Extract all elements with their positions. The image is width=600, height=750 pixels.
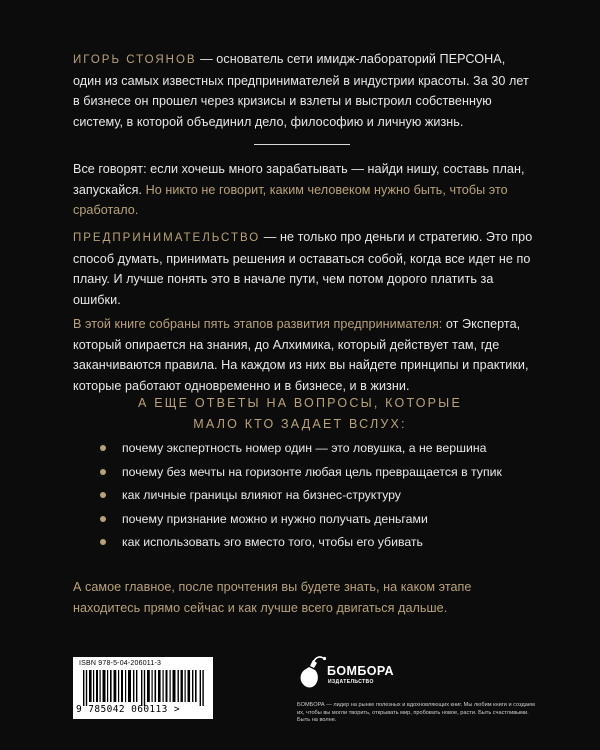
questions-headline: А ЕЩЕ ОТВЕТЫ НА ВОПРОСЫ, КОТОРЫЕ МАЛО КТО ЗАДАЕТ ВСЛУХ: (138, 396, 462, 431)
paragraph-niche-highlight: Но никто не говорит, каким человеком нужно быть, чтобы это сработало. (73, 182, 508, 217)
stages-text: от Эксперта, который опирается на знания, до Алхимика, который действует там, где заканчиваются правила. На каждом из них вы найдете принципы и практики, которые работают одновременно и в бизнесе, и в жизни. (73, 317, 529, 393)
list-item: почему экспертность номер один — это ловушка, а не вершина (100, 440, 540, 464)
bullet-dot-icon (100, 516, 106, 522)
bullet-dot-icon (100, 445, 106, 451)
list-item: почему без мечты на горизонте любая цель превращается в тупик (100, 464, 540, 488)
stages-highlight: В этой книге собраны пять этапов развития предпринимателя: (73, 317, 443, 331)
bullet-dot-icon (100, 469, 106, 475)
list-item: почему признание можно и нужно получать деньгами (100, 511, 540, 535)
entrepreneurship-text: — не только про деньги и стратегию. Это про способ думать, принимать решения и оставаться собой, когда все идет не по плану. И лучше понять это в начале пути, чем потом дорого платить за ошибки. (73, 230, 533, 307)
list-item: как использовать эго вместо того, чтобы его убивать (100, 534, 540, 558)
divider (254, 144, 350, 145)
paragraph-niche (73, 159, 535, 221)
bullet-dot-icon (100, 539, 106, 545)
author-name: ИГОРЬ СТОЯНОВ (73, 54, 197, 66)
closing-paragraph: А самое главное, после прочтения вы будете знать, на каком этапе находитесь прямо сейчас и как лучше всего двигаться дальше. (73, 580, 472, 615)
list-item: как личные границы влияют на бизнес-структуру (100, 487, 540, 511)
publisher-description: БОМБОРА — лидер на рынке полезных и вдохновляющих книг. Мы любим книги и создаем их, чтобы вы могли творить, открывать мир, пробовать новое, расти. Быть счастливыми. Быть на волне. (297, 702, 535, 724)
paragraph-entrepreneurship (73, 227, 535, 310)
publisher-subtitle: ИЗДАТЕЛЬСТВО (328, 679, 374, 685)
bullet-dot-icon (100, 492, 106, 498)
isbn-number: ISBN 978-5-04-206011-3 (79, 660, 162, 667)
entrepreneurship-caps: ПРЕДПРИНИМАТЕЛЬСТВО (73, 232, 261, 244)
paragraph-niche-text: Все говорят: если хочешь много зарабатывать — найди нишу, составь план, запускайся. (73, 162, 525, 197)
barcode-bars-icon (83, 670, 205, 706)
barcode-digits: 9 785042 060113 > (76, 704, 181, 715)
intro-text: — основатель сети имидж-лабораторий ПЕРСОНА, один из самых известных предпринимателей в индустрии красоты. За 30 лет в бизнесе он прошел через кризисы и взлеты и выстроил собственную систему, в которой объединил дело, философию и личную жизнь. (73, 52, 529, 129)
intro-paragraph (73, 49, 535, 132)
publisher-name: БОМБОРА (327, 664, 394, 678)
questions-list (100, 440, 540, 558)
paragraph-stages (73, 314, 535, 396)
barcode (73, 657, 213, 719)
